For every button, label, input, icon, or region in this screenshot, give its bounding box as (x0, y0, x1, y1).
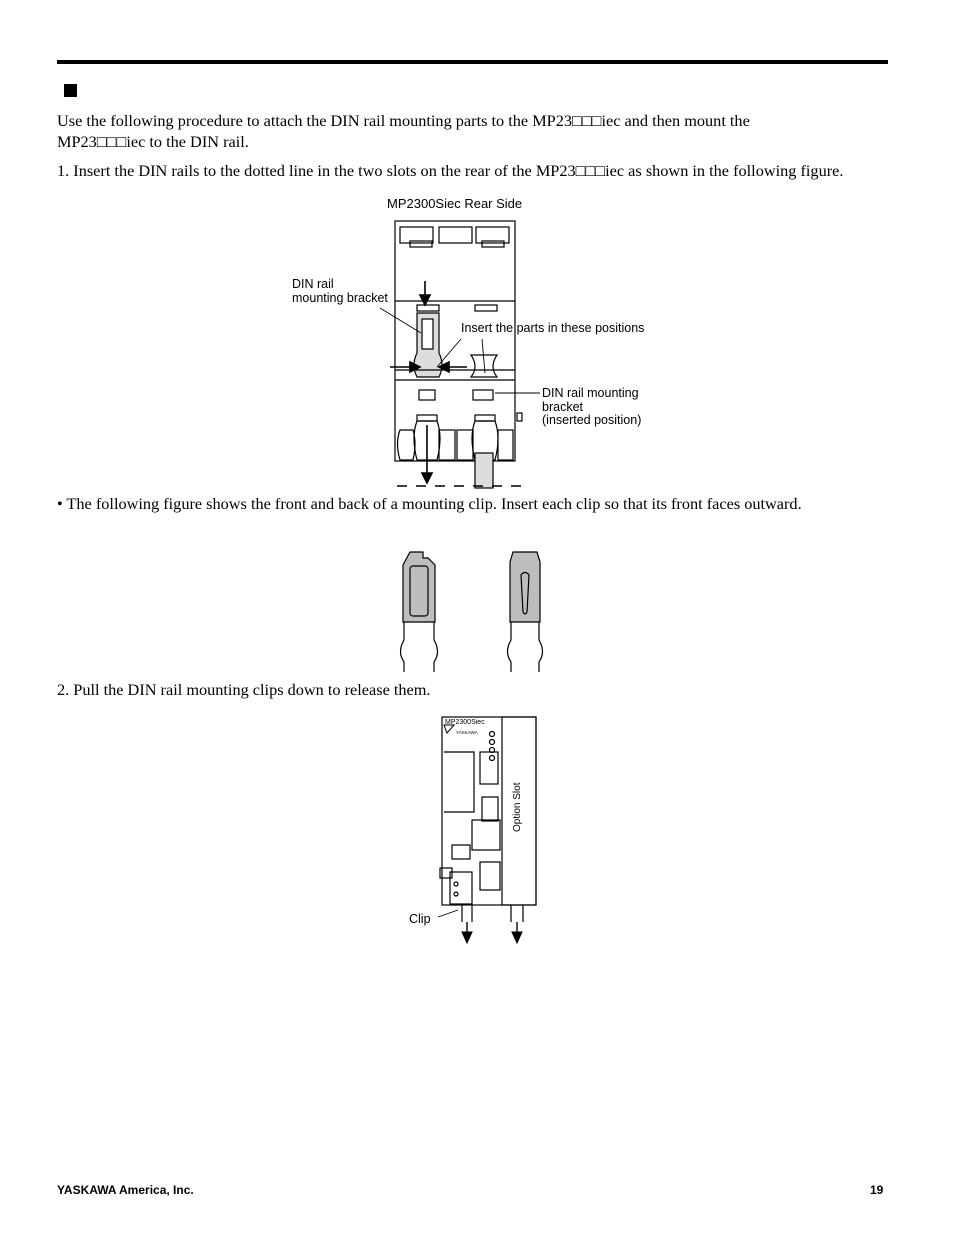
insert-positions-label: Insert the parts in these positions (461, 321, 645, 335)
page-number: 19 (870, 1183, 884, 1197)
option-slot-label: Option Slot (512, 782, 523, 832)
top-rule (57, 60, 888, 64)
front-view-diagram (430, 712, 560, 952)
section-bullet-icon (64, 84, 77, 97)
intro-line-2: MP23□□□iec to the DIN rail. (57, 132, 249, 151)
bullet-clip: • The following figure shows the front and back of a mounting clip. Insert each clip so that its front faces outward. (57, 494, 802, 513)
inserted-bracket-label: DIN rail mounting bracket (inserted position) (542, 386, 642, 427)
step-1: 1. Insert the DIN rails to the dotted line in the two slots on the rear of the MP23□□□iec as shown in the following figure. (57, 161, 844, 180)
mounting-clip-diagram (395, 550, 555, 675)
intro-line-1: Use the following procedure to attach the DIN rail mounting parts to the MP23□□□iec and then mount the (57, 111, 750, 130)
rear-side-diagram (355, 215, 555, 490)
bracket-label: DIN rail mounting bracket (292, 277, 388, 305)
clip-label: Clip (409, 912, 431, 926)
brand-logo-text: YASKAWA (456, 730, 478, 735)
figure1-title: MP2300Siec Rear Side (387, 196, 523, 211)
model-label: MP2300Siec (445, 719, 485, 726)
step-2: 2. Pull the DIN rail mounting clips down to release them. (57, 680, 431, 699)
footer-company: YASKAWA America, Inc. (57, 1183, 194, 1197)
